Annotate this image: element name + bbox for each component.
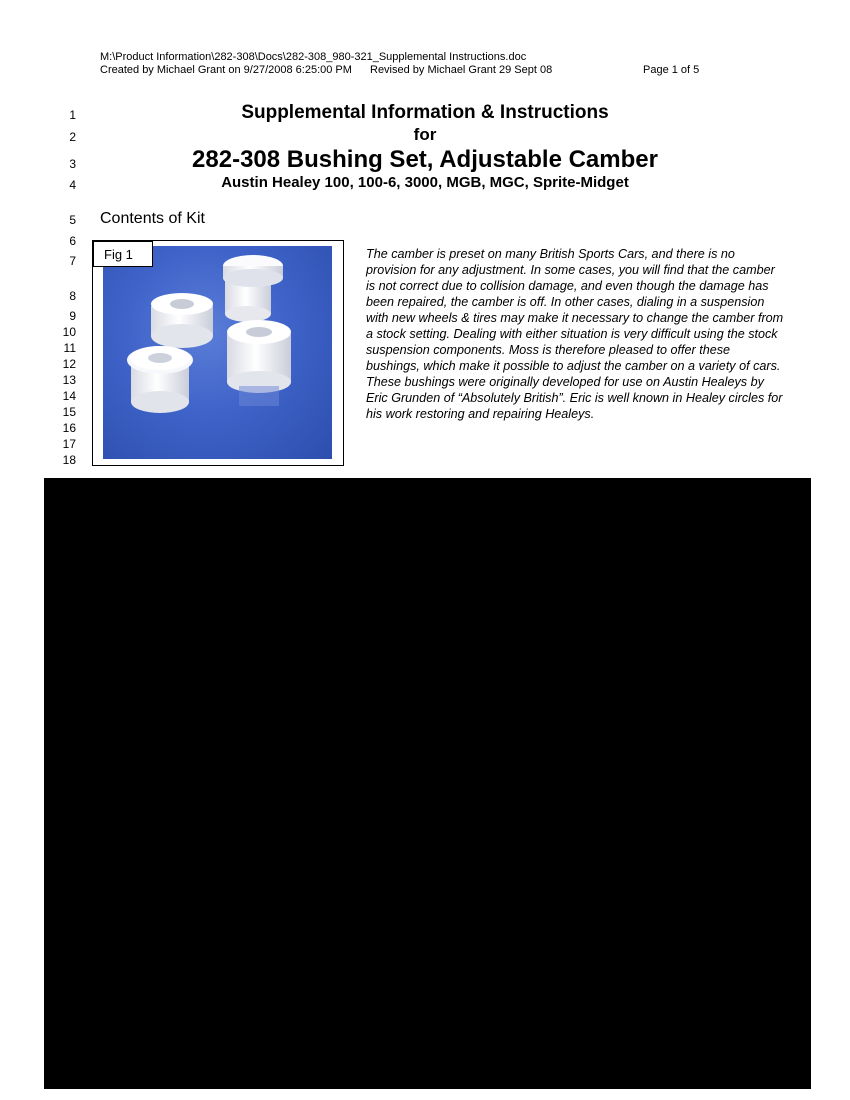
line-number: 16 bbox=[62, 421, 76, 435]
line-number: 13 bbox=[62, 373, 76, 387]
line-number: 8 bbox=[69, 289, 76, 303]
line-number: 12 bbox=[62, 357, 76, 371]
line-number: 17 bbox=[62, 437, 76, 451]
section-heading: Contents of Kit bbox=[100, 210, 205, 227]
line-number: 6 bbox=[69, 234, 76, 248]
vehicle-applications: Austin Healey 100, 100-6, 3000, MGB, MGC, Sprite-Midget bbox=[221, 174, 629, 191]
created-info: Created by Michael Grant on 9/27/2008 6:25:00 PM bbox=[100, 64, 352, 76]
line-number: 15 bbox=[62, 405, 76, 419]
intro-paragraph: The camber is preset on many British Sports Cars, and there is no provision for any adjustment. In some cases, you will find that the camber is not correct due to collision damage, and even though the damage has been repaired, the camber is off. In other cases, dialing in a suspension with new wheels & tires may make it necessary to change the camber from a stock setting. Dealing with either situation is very difficult using the stock suspension components. Moss is therefore pleased to offer these bushings, which make it possible to adjust the camber on a variety of cars. These bushings were originally developed for use on Austin Healeys by Eric Grunden of “Absolutely British”. Eric is well known in Healey circles for his work restoring and repairing Healeys. bbox=[366, 247, 784, 421]
line-number: 2 bbox=[69, 130, 76, 144]
line-number: 4 bbox=[69, 178, 76, 192]
line-number: 3 bbox=[69, 157, 76, 171]
bushing-shape bbox=[127, 346, 193, 413]
line-number: 9 bbox=[69, 309, 76, 323]
redacted-region bbox=[44, 478, 811, 1089]
line-number: 1 bbox=[69, 108, 76, 122]
bushing-shape bbox=[223, 255, 283, 322]
bushings-photo bbox=[103, 246, 332, 459]
figure-label: Fig 1 bbox=[93, 241, 153, 267]
line-number: 18 bbox=[62, 453, 76, 467]
line-number: 7 bbox=[69, 254, 76, 268]
file-path: M:\Product Information\282-308\Docs\282-308_980-321_Supplemental Instructions.doc bbox=[100, 51, 527, 63]
revision-line bbox=[100, 64, 553, 76]
page-number: Page 1 of 5 bbox=[643, 64, 700, 76]
line-number: 11 bbox=[63, 341, 76, 355]
line-number: 5 bbox=[69, 213, 76, 227]
bushings-illustration bbox=[103, 246, 332, 459]
revised-info: Revised by Michael Grant 29 Sept 08 bbox=[370, 64, 553, 76]
product-title: 282-308 Bushing Set, Adjustable Camber bbox=[192, 146, 658, 173]
title-connector: for bbox=[413, 125, 437, 144]
line-number: 14 bbox=[62, 389, 76, 403]
document-title: Supplemental Information & Instructions bbox=[241, 102, 609, 123]
line-number: 10 bbox=[62, 325, 76, 339]
bushing-shape bbox=[227, 320, 291, 406]
bushing-shape bbox=[151, 293, 213, 348]
